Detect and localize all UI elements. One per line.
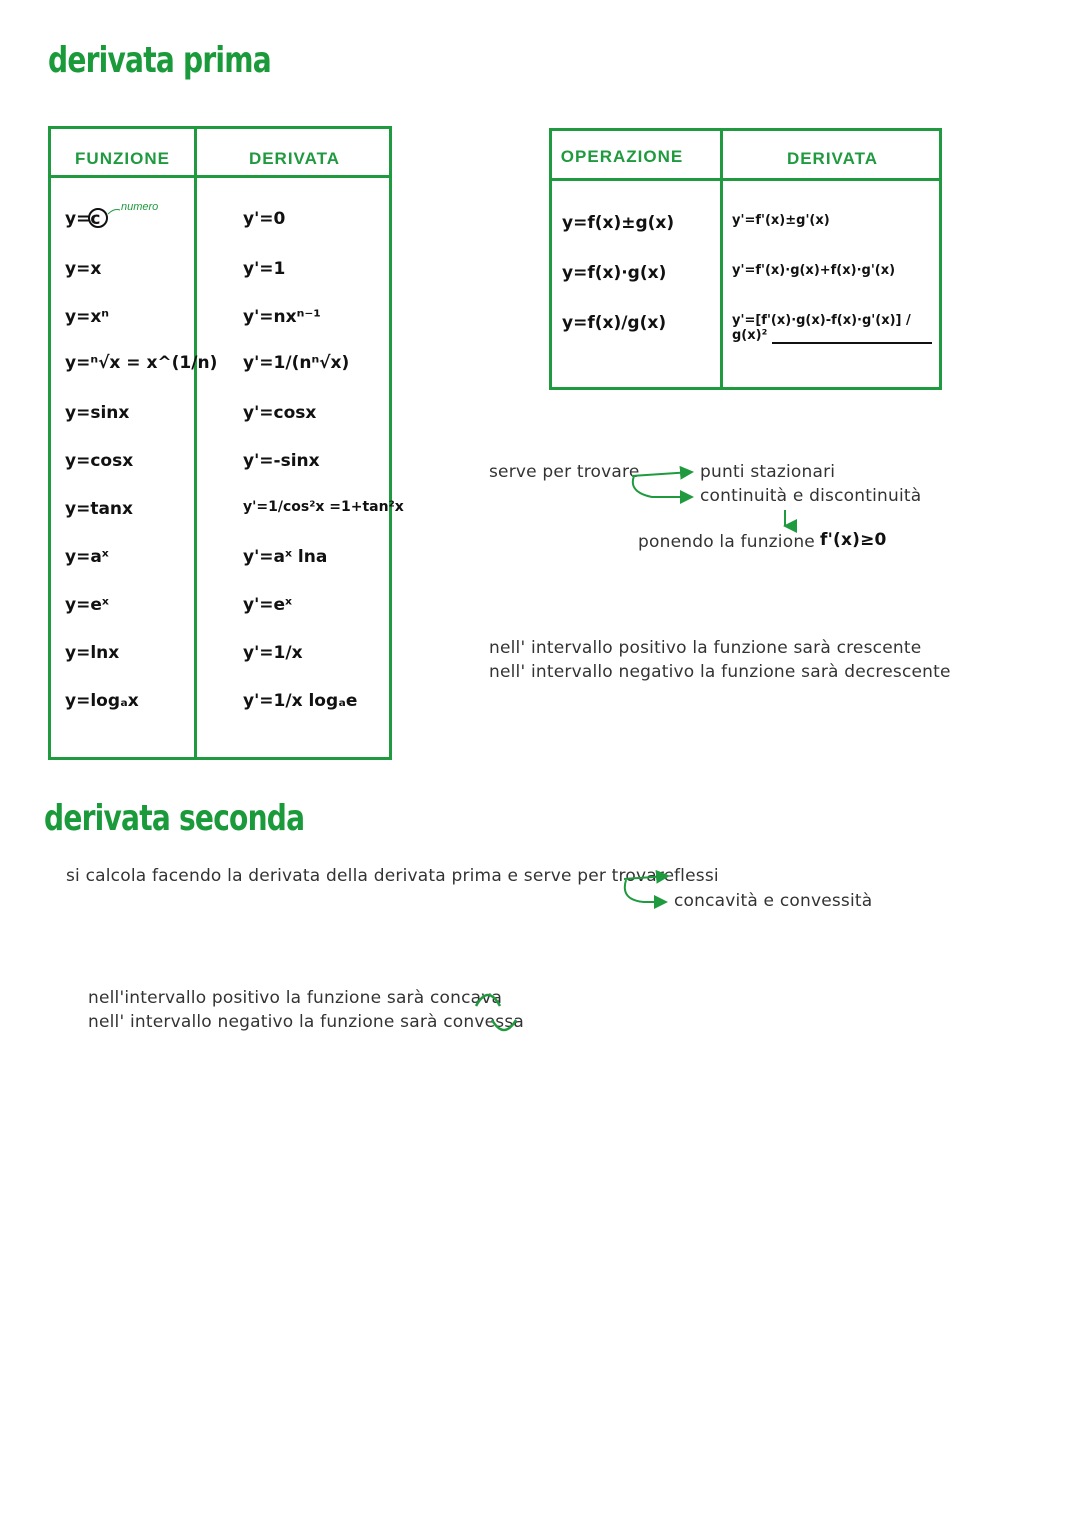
note-decrescente: nell' intervallo negativo la funzione sarà decrescente [489, 662, 951, 682]
table1-funzione-cell: y=xⁿ [65, 307, 110, 327]
note-ponendo-la-funzione: ponendo la funzione [638, 532, 815, 552]
table1-derivata-cell: y'=1/x logₐe [243, 691, 358, 711]
table1-derivata-cell: y'=1 [243, 259, 286, 279]
table1-funzione-cell: y=logₐx [65, 691, 139, 711]
table1-funzione-cell: y=lnx [65, 643, 120, 663]
table2-operazione-cell: y=f(x)±g(x) [562, 213, 675, 233]
section-title-derivata-prima: derivata prima [48, 40, 271, 81]
bracket-arrow-icon-2 [624, 876, 668, 902]
table1-funzione-cell: y=ⁿ√x = x^(1/n) [65, 353, 218, 373]
table1-funzione-cell: y=cosx [65, 451, 134, 471]
section-title-derivata-seconda: derivata seconda [44, 798, 305, 839]
table1-derivata-cell: y'=1/x [243, 643, 303, 663]
table1-derivata-cell: y'=cosx [243, 403, 317, 423]
concave-arc-icon [476, 995, 500, 1006]
header-derivata-operazioni: DERIVATA [786, 149, 879, 168]
table1-derivata-cell: y'=eˣ [243, 595, 293, 615]
header-funzione: FUNZIONE [75, 149, 170, 168]
table2-derivata-cell: y'=f'(x)·g(x)+f(x)·g'(x) [732, 263, 896, 278]
target-continuita: continuità e discontinuità [700, 486, 922, 506]
table2-derivata-cell: y'=[f'(x)·g(x)-f(x)·g'(x)] / g(x)² [732, 313, 911, 343]
header-operazione: OPERAZIONE [560, 147, 684, 166]
convex-arc-icon [492, 1020, 516, 1030]
condition-derivative: f'(x)≥0 [820, 530, 887, 550]
bracket-arrow-icon [632, 472, 692, 497]
header-derivata: DERIVATA [248, 149, 341, 168]
table1-funzione-cell: y=x [65, 259, 102, 279]
table1-funzione-cell: y=tanx [65, 499, 133, 519]
table1-funzione-cell: y=aˣ [65, 547, 109, 567]
table1-derivata-cell: y'=0 [243, 209, 286, 229]
table1-funzione-cell: y=sinx [65, 403, 130, 423]
annotation-numero: numero [121, 201, 159, 213]
table1-derivata-cell: y'=1/cos²x =1+tan²x [243, 499, 404, 515]
table1-derivata-cell: y'=aˣ lna [243, 547, 328, 567]
note-concava: nell'intervallo positivo la funzione sarà concava [88, 988, 503, 1008]
table1-derivata-cell: y'=-sinx [243, 451, 320, 471]
annotation-arrow-icon [108, 210, 120, 215]
note-crescente: nell' intervallo positivo la funzione sarà crescente [489, 638, 922, 658]
target-concavita-convessita: concavità e convessità [674, 891, 873, 911]
note-convessa: nell' intervallo negativo la funzione sarà convessa [88, 1012, 525, 1032]
target-flessi: flessi [674, 866, 719, 886]
note-serve-per-trovare: serve per trovare [489, 462, 640, 482]
table2-operazione-cell: y=f(x)·g(x) [562, 263, 667, 283]
constant-circle-icon [89, 209, 107, 227]
table1-funzione-cell: y=eˣ [65, 595, 109, 615]
table1-funzione-cell: y=c [65, 209, 101, 229]
table2-operazione-cell: y=f(x)/g(x) [562, 313, 667, 333]
note-derivata-seconda-intro: si calcola facendo la derivata della derivata prima e serve per trovare [66, 866, 675, 886]
table1-derivata-cell: y'=1/(nⁿ√x) [243, 353, 350, 373]
table2-derivata-cell: y'=f'(x)±g'(x) [732, 213, 830, 228]
table1-derivata-cell: y'=nxⁿ⁻¹ [243, 307, 321, 327]
target-punti-stazionari: punti stazionari [700, 462, 836, 482]
